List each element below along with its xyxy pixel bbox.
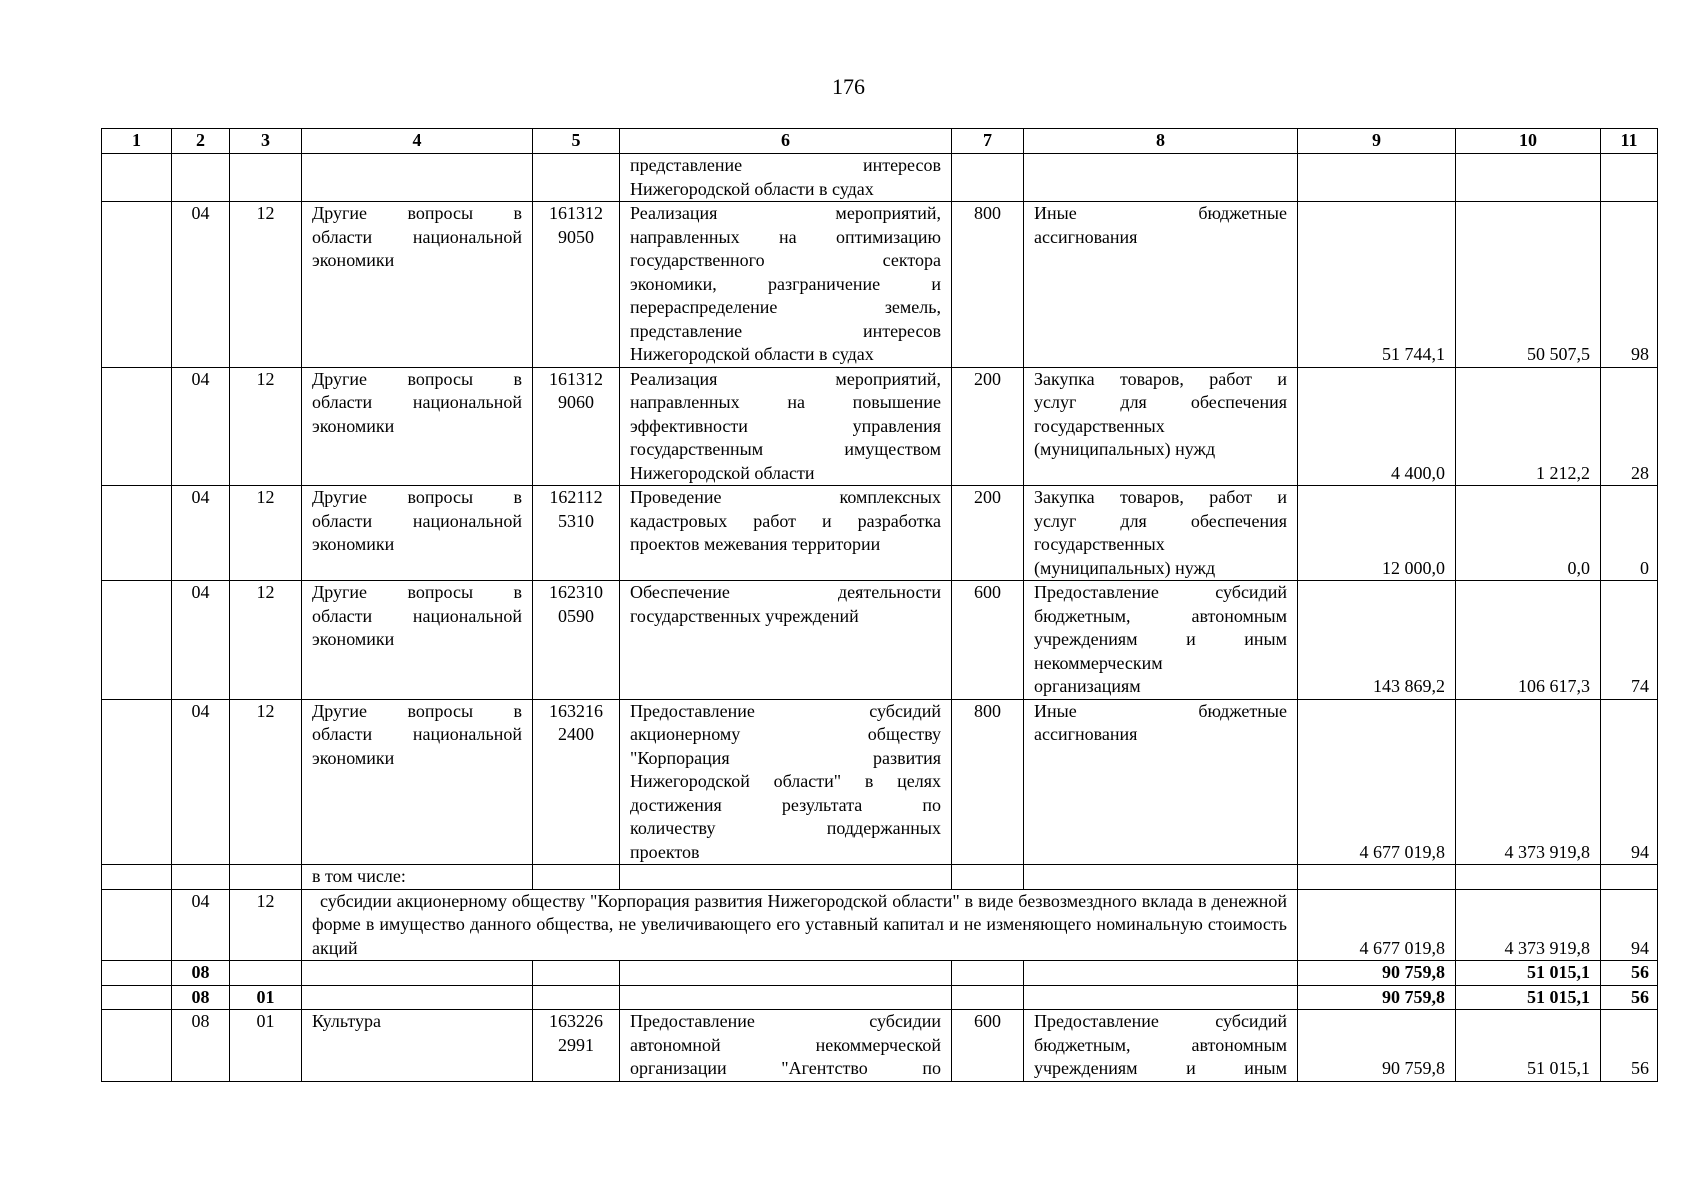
cell-subsection: 12 bbox=[230, 581, 302, 700]
cell-line: Реализация мероприятий, bbox=[630, 203, 941, 223]
cell-section: 04 bbox=[172, 699, 230, 865]
cell-line: 2991 bbox=[558, 1034, 594, 1055]
cell-subsection bbox=[230, 154, 302, 202]
cell-section: 04 bbox=[172, 486, 230, 581]
cell-line: достижения результата по bbox=[630, 794, 941, 815]
cell-description bbox=[620, 699, 952, 865]
cell-col1 bbox=[102, 486, 172, 581]
cell-line: Предоставление субсидий bbox=[1034, 582, 1287, 602]
cell-line: области национальной bbox=[312, 605, 522, 626]
section-total-row bbox=[102, 961, 1658, 986]
table-row bbox=[102, 154, 1658, 202]
cell-expense-name bbox=[1024, 486, 1298, 581]
cell-line: организациям bbox=[1034, 676, 1141, 696]
cell-empty bbox=[172, 865, 230, 890]
cell-target-code bbox=[533, 1010, 620, 1082]
cell-line: 163226 bbox=[549, 1011, 603, 1031]
cell-empty bbox=[102, 865, 172, 890]
cell-line: направленных на оптимизацию bbox=[630, 226, 941, 247]
cell-empty bbox=[302, 985, 533, 1010]
cell-line: экономики bbox=[312, 250, 395, 270]
cell-col1 bbox=[102, 202, 172, 368]
cell-actual-amount bbox=[1456, 154, 1601, 202]
column-header: 7 bbox=[952, 129, 1024, 154]
column-header: 8 bbox=[1024, 129, 1298, 154]
cell-line: услуг для обеспечения bbox=[1034, 392, 1287, 412]
cell-line: бюджетным, автономным bbox=[1034, 605, 1287, 626]
cell-line: государственных учреждений bbox=[630, 605, 859, 626]
column-header: 10 bbox=[1456, 129, 1601, 154]
cell-col1 bbox=[102, 581, 172, 700]
cell-subsection: 12 bbox=[230, 367, 302, 486]
cell-percent: 94 bbox=[1601, 889, 1658, 961]
cell-actual-amount: 51 015,1 bbox=[1456, 985, 1601, 1010]
table-header-row bbox=[102, 129, 1658, 154]
cell-line: экономики bbox=[312, 747, 395, 768]
cell-section: 04 bbox=[172, 202, 230, 368]
cell-actual-amount: 1 212,2 bbox=[1456, 367, 1601, 486]
cell-section: 08 bbox=[172, 985, 230, 1010]
column-header: 1 bbox=[102, 129, 172, 154]
cell-line: (муниципальных) нужд bbox=[1034, 439, 1216, 459]
cell-plan-amount: 51 744,1 bbox=[1298, 202, 1456, 368]
cell-subsection: 01 bbox=[230, 1010, 302, 1082]
cell-line: (муниципальных) нужд bbox=[1034, 557, 1216, 578]
cell-expense-type: 800 bbox=[952, 699, 1024, 865]
cell-empty bbox=[952, 961, 1024, 986]
cell-line: количеству поддержанных bbox=[630, 818, 941, 838]
cell-empty bbox=[230, 865, 302, 890]
cell-percent: 56 bbox=[1601, 1010, 1658, 1082]
cell-line: области национальной bbox=[312, 724, 522, 744]
cell-empty bbox=[620, 985, 952, 1010]
cell-actual-amount: 4 373 919,8 bbox=[1456, 699, 1601, 865]
cell-subsection: 12 bbox=[230, 889, 302, 961]
cell-line: бюджетным, автономным bbox=[1034, 1034, 1287, 1055]
cell-name bbox=[302, 699, 533, 865]
cell-plan-amount: 143 869,2 bbox=[1298, 581, 1456, 700]
cell-line: представление интересов bbox=[630, 320, 941, 341]
cell-plan-amount: 90 759,8 bbox=[1298, 1010, 1456, 1082]
cell-line: Реализация мероприятий, bbox=[630, 368, 941, 389]
cell-percent bbox=[1601, 154, 1658, 202]
cell-col1 bbox=[102, 889, 172, 961]
cell-line: Нижегородской области bbox=[630, 462, 815, 483]
cell-subsection bbox=[230, 961, 302, 986]
cell-plan-amount bbox=[1298, 154, 1456, 202]
cell-percent: 28 bbox=[1601, 367, 1658, 486]
cell-line: государственных bbox=[1034, 534, 1165, 554]
cell-empty bbox=[1298, 865, 1456, 890]
cell-description bbox=[620, 202, 952, 368]
cell-section: 08 bbox=[172, 961, 230, 986]
cell-name bbox=[302, 202, 533, 368]
subsection-total-row bbox=[102, 985, 1658, 1010]
cell-expense-name bbox=[1024, 154, 1298, 202]
cell-col1 bbox=[102, 985, 172, 1010]
cell-subsection: 01 bbox=[230, 985, 302, 1010]
cell-expense-type: 600 bbox=[952, 581, 1024, 700]
table-row bbox=[102, 202, 1658, 368]
page-number: 176 bbox=[832, 74, 865, 99]
cell-empty bbox=[1024, 865, 1298, 890]
cell-empty bbox=[302, 961, 533, 986]
cell-line: Нижегородской области в судах bbox=[630, 344, 874, 364]
cell-empty bbox=[533, 961, 620, 986]
cell-line: Нижегородской области в судах bbox=[630, 178, 874, 199]
cell-line: Предоставление субсидий bbox=[1034, 1011, 1287, 1031]
cell-plan-amount: 90 759,8 bbox=[1298, 961, 1456, 986]
cell-col1 bbox=[102, 699, 172, 865]
column-header: 2 bbox=[172, 129, 230, 154]
cell-plan-amount: 4 677 019,8 bbox=[1298, 699, 1456, 865]
cell-line: Другие вопросы в bbox=[312, 700, 522, 721]
cell-line: области национальной bbox=[312, 510, 522, 531]
cell-empty bbox=[952, 865, 1024, 890]
cell-line: государственных bbox=[1034, 415, 1165, 436]
cell-subsection: 12 bbox=[230, 486, 302, 581]
cell-line: проектов межевания территории bbox=[630, 534, 881, 554]
cell-expense-type: 600 bbox=[952, 1010, 1024, 1082]
cell-subsection: 12 bbox=[230, 202, 302, 368]
cell-expense-name bbox=[1024, 1010, 1298, 1082]
cell-target-code bbox=[533, 367, 620, 486]
cell-line: области национальной bbox=[312, 226, 522, 247]
cell-actual-amount: 106 617,3 bbox=[1456, 581, 1601, 700]
cell-line: 9050 bbox=[558, 226, 594, 247]
cell-line: 162310 bbox=[549, 582, 603, 602]
cell-percent: 56 bbox=[1601, 961, 1658, 986]
including-row bbox=[102, 865, 1658, 890]
cell-line: государственным имуществом bbox=[630, 439, 941, 459]
cell-target-code bbox=[533, 154, 620, 202]
cell-section: 04 bbox=[172, 367, 230, 486]
cell-empty bbox=[1456, 865, 1601, 890]
cell-line: Обеспечение деятельности bbox=[630, 582, 941, 602]
cell-target-code bbox=[533, 581, 620, 700]
cell-target-code bbox=[533, 202, 620, 368]
cell-name bbox=[302, 486, 533, 581]
cell-line: государственного сектора bbox=[630, 250, 941, 270]
cell-line: Иные бюджетные bbox=[1034, 700, 1287, 721]
cell-expense-name bbox=[1024, 367, 1298, 486]
cell-line: 0590 bbox=[558, 605, 594, 626]
cell-line: экономики bbox=[312, 415, 395, 436]
cell-line: Предоставление субсидий bbox=[630, 700, 941, 721]
column-header: 11 bbox=[1601, 129, 1658, 154]
cell-empty bbox=[1024, 961, 1298, 986]
cell-line: "Корпорация развития bbox=[630, 747, 941, 768]
cell-line: учреждениям и иным bbox=[1034, 1058, 1287, 1078]
cell-empty bbox=[533, 985, 620, 1010]
cell-line: 161312 bbox=[549, 368, 603, 389]
cell-line: некоммерческим bbox=[1034, 652, 1163, 673]
including-label: в том числе: bbox=[302, 865, 533, 890]
cell-plan-amount: 4 677 019,8 bbox=[1298, 889, 1456, 961]
cell-line: 163216 bbox=[549, 700, 603, 721]
cell-line: 9060 bbox=[558, 392, 594, 412]
budget-table bbox=[101, 128, 1658, 1082]
cell-line: проектов bbox=[630, 841, 700, 862]
column-header: 6 bbox=[620, 129, 952, 154]
cell-percent: 98 bbox=[1601, 202, 1658, 368]
cell-target-code bbox=[533, 486, 620, 581]
cell-percent: 74 bbox=[1601, 581, 1658, 700]
cell-line: кадастровых работ и разработка bbox=[630, 510, 941, 531]
cell-plan-amount: 90 759,8 bbox=[1298, 985, 1456, 1010]
cell-line: Закупка товаров, работ и bbox=[1034, 487, 1287, 507]
column-header: 4 bbox=[302, 129, 533, 154]
cell-actual-amount: 50 507,5 bbox=[1456, 202, 1601, 368]
cell-line: Предоставление субсидии bbox=[630, 1011, 941, 1031]
cell-line: 162112 bbox=[549, 487, 603, 507]
cell-description bbox=[620, 581, 952, 700]
table-row bbox=[102, 367, 1658, 486]
cell-col1 bbox=[102, 154, 172, 202]
cell-percent: 0 bbox=[1601, 486, 1658, 581]
cell-empty bbox=[952, 985, 1024, 1010]
cell-percent: 56 bbox=[1601, 985, 1658, 1010]
table-row bbox=[102, 486, 1658, 581]
cell-plan-amount: 4 400,0 bbox=[1298, 367, 1456, 486]
column-header: 3 bbox=[230, 129, 302, 154]
cell-section: 04 bbox=[172, 581, 230, 700]
cell-actual-amount: 51 015,1 bbox=[1456, 1010, 1601, 1082]
subsidy-text: субсидии акционерному обществу "Корпорация развития Нижегородской области" в виде безвозмездного вклада в денежной форме в имущество данного общества, не увеличивающего его уставный капитал и не изменяющего номинальную стоимость акций bbox=[302, 889, 1298, 961]
cell-line: экономики bbox=[312, 629, 395, 649]
cell-empty bbox=[533, 865, 620, 890]
cell-line: учреждениям и иным bbox=[1034, 629, 1287, 649]
cell-section bbox=[172, 154, 230, 202]
cell-line: Другие вопросы в bbox=[312, 203, 522, 223]
cell-description bbox=[620, 154, 952, 202]
cell-line: Другие вопросы в bbox=[312, 368, 522, 389]
cell-line: представление интересов bbox=[630, 155, 941, 175]
cell-expense-type: 800 bbox=[952, 202, 1024, 368]
cell-expense-type: 200 bbox=[952, 367, 1024, 486]
cell-name bbox=[302, 581, 533, 700]
cell-plan-amount: 12 000,0 bbox=[1298, 486, 1456, 581]
cell-line: ассигнования bbox=[1034, 226, 1138, 247]
cell-actual-amount: 51 015,1 bbox=[1456, 961, 1601, 986]
cell-description bbox=[620, 1010, 952, 1082]
cell-line: автономной некоммерческой bbox=[630, 1034, 941, 1055]
cell-line: 5310 bbox=[558, 510, 594, 531]
cell-name bbox=[302, 154, 533, 202]
table-row bbox=[102, 699, 1658, 865]
cell-line: экономики, разграничение и bbox=[630, 273, 941, 294]
cell-line: Другие вопросы в bbox=[312, 582, 522, 602]
cell-expense-type bbox=[952, 154, 1024, 202]
cell-percent: 94 bbox=[1601, 699, 1658, 865]
cell-line: эффективности управления bbox=[630, 415, 941, 436]
cell-line: 161312 bbox=[549, 203, 603, 223]
cell-subsection: 12 bbox=[230, 699, 302, 865]
cell-target-code bbox=[533, 699, 620, 865]
cell-actual-amount: 0,0 bbox=[1456, 486, 1601, 581]
cell-description bbox=[620, 367, 952, 486]
cell-line: направленных на повышение bbox=[630, 392, 941, 412]
cell-empty bbox=[620, 865, 952, 890]
cell-line: области национальной bbox=[312, 392, 522, 412]
culture-row bbox=[102, 1010, 1658, 1082]
cell-line: Закупка товаров, работ и bbox=[1034, 368, 1287, 389]
column-header: 9 bbox=[1298, 129, 1456, 154]
cell-line: экономики bbox=[312, 534, 395, 554]
cell-section: 04 bbox=[172, 889, 230, 961]
cell-line: Проведение комплексных bbox=[630, 487, 941, 507]
cell-line: организации "Агентство по bbox=[630, 1058, 941, 1078]
cell-expense-name bbox=[1024, 581, 1298, 700]
cell-col1 bbox=[102, 1010, 172, 1082]
cell-col1 bbox=[102, 367, 172, 486]
cell-expense-name bbox=[1024, 202, 1298, 368]
cell-empty bbox=[1601, 865, 1658, 890]
cell-description bbox=[620, 486, 952, 581]
table-row bbox=[102, 581, 1658, 700]
cell-line: Иные бюджетные bbox=[1034, 203, 1287, 223]
cell-line: ассигнования bbox=[1034, 724, 1138, 744]
cell-line: услуг для обеспечения bbox=[1034, 510, 1287, 531]
cell-empty bbox=[1024, 985, 1298, 1010]
cell-expense-name bbox=[1024, 699, 1298, 865]
cell-line: Нижегородской области" в целях bbox=[630, 771, 941, 791]
cell-section: 08 bbox=[172, 1010, 230, 1082]
cell-col1 bbox=[102, 961, 172, 986]
cell-line: Другие вопросы в bbox=[312, 487, 522, 507]
subsidy-row bbox=[102, 889, 1658, 961]
cell-line: 2400 bbox=[558, 724, 594, 744]
cell-name: Культура bbox=[302, 1010, 533, 1082]
column-header: 5 bbox=[533, 129, 620, 154]
cell-line: перераспределение земель, bbox=[630, 297, 941, 317]
cell-expense-type: 200 bbox=[952, 486, 1024, 581]
cell-line: акционерному обществу bbox=[630, 724, 941, 744]
cell-empty bbox=[620, 961, 952, 986]
cell-name bbox=[302, 367, 533, 486]
cell-actual-amount: 4 373 919,8 bbox=[1456, 889, 1601, 961]
